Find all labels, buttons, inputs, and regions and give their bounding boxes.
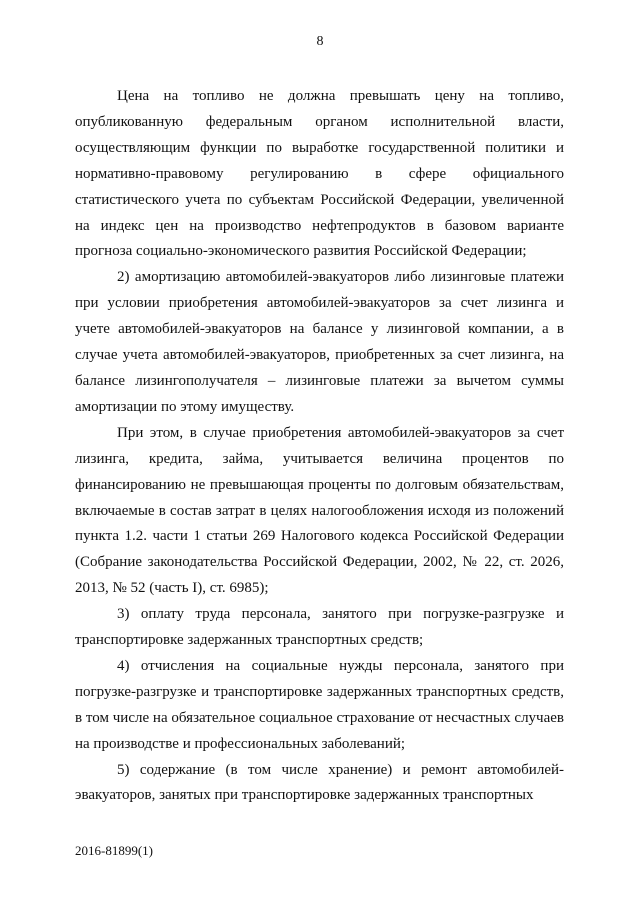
paragraph-leasing-interest: При этом, в случае приобретения автомобилей-эвакуаторов за счет лизинга, кредита, займа, учитывается величина процентов по финансированию не превышающая проценты по долговым обязательствам, включаемые в состав затрат в целях налогообложения исходя из положений пункта 1.2. части 1 статьи 269 Налогового кодекса Российской Федерации (Собрание законодательства Российской Федерации, 2002, № 22, ст. 2026, 2013, № 52 (часть I), ст. 6985); [75,424,564,597]
paragraph-social-contributions: 4) отчисления на социальные нужды персонала, занятого при погрузке-разгрузке и транспортировке задержанных транспортных средств, в том числе на обязательное социальное страхование от несчастных случаев на производстве и профессиональных заболеваний; [75,657,564,752]
paragraph-maintenance: 5) содержание (в том числе хранение) и ремонт автомобилей-эвакуаторов, занятых при транспортировке задержанных транспортных [75,761,564,804]
paragraph-fuel-price: Цена на топливо не должна превышать цену на топливо, опубликованную федеральным органом исполнительной власти, осуществляющим функции по выработке государственной политики и нормативно-правовому регулированию в сфере официального статистического учета по субъектам Российской Федерации, увеличенной на индекс цен на производство нефтепродуктов в базовом варианте прогноза социально-экономического развития Российской Федерации; [75,88,564,260]
document-id: 2016-81899(1) [75,843,153,858]
paragraph-labor-payment: 3) оплату труда персонала, занятого при погрузке-разгрузке и транспортировке задержанных транспортных средств; [75,606,564,649]
paragraph-depreciation: 2) амортизацию автомобилей-эвакуаторов либо лизинговые платежи при условии приобретения автомобилей-эвакуаторов за счет лизинга и учете автомобилей-эвакуаторов на балансе у лизинговой компании, а в случае учета автомобилей-эвакуаторов, приобретенных за счет лизинга, на балансе лизингополучателя – лизинговые платежи за вычетом суммы амортизации по этому имуществу. [75,269,564,415]
document-body [75,84,564,809]
page-number: 8 [316,34,324,49]
